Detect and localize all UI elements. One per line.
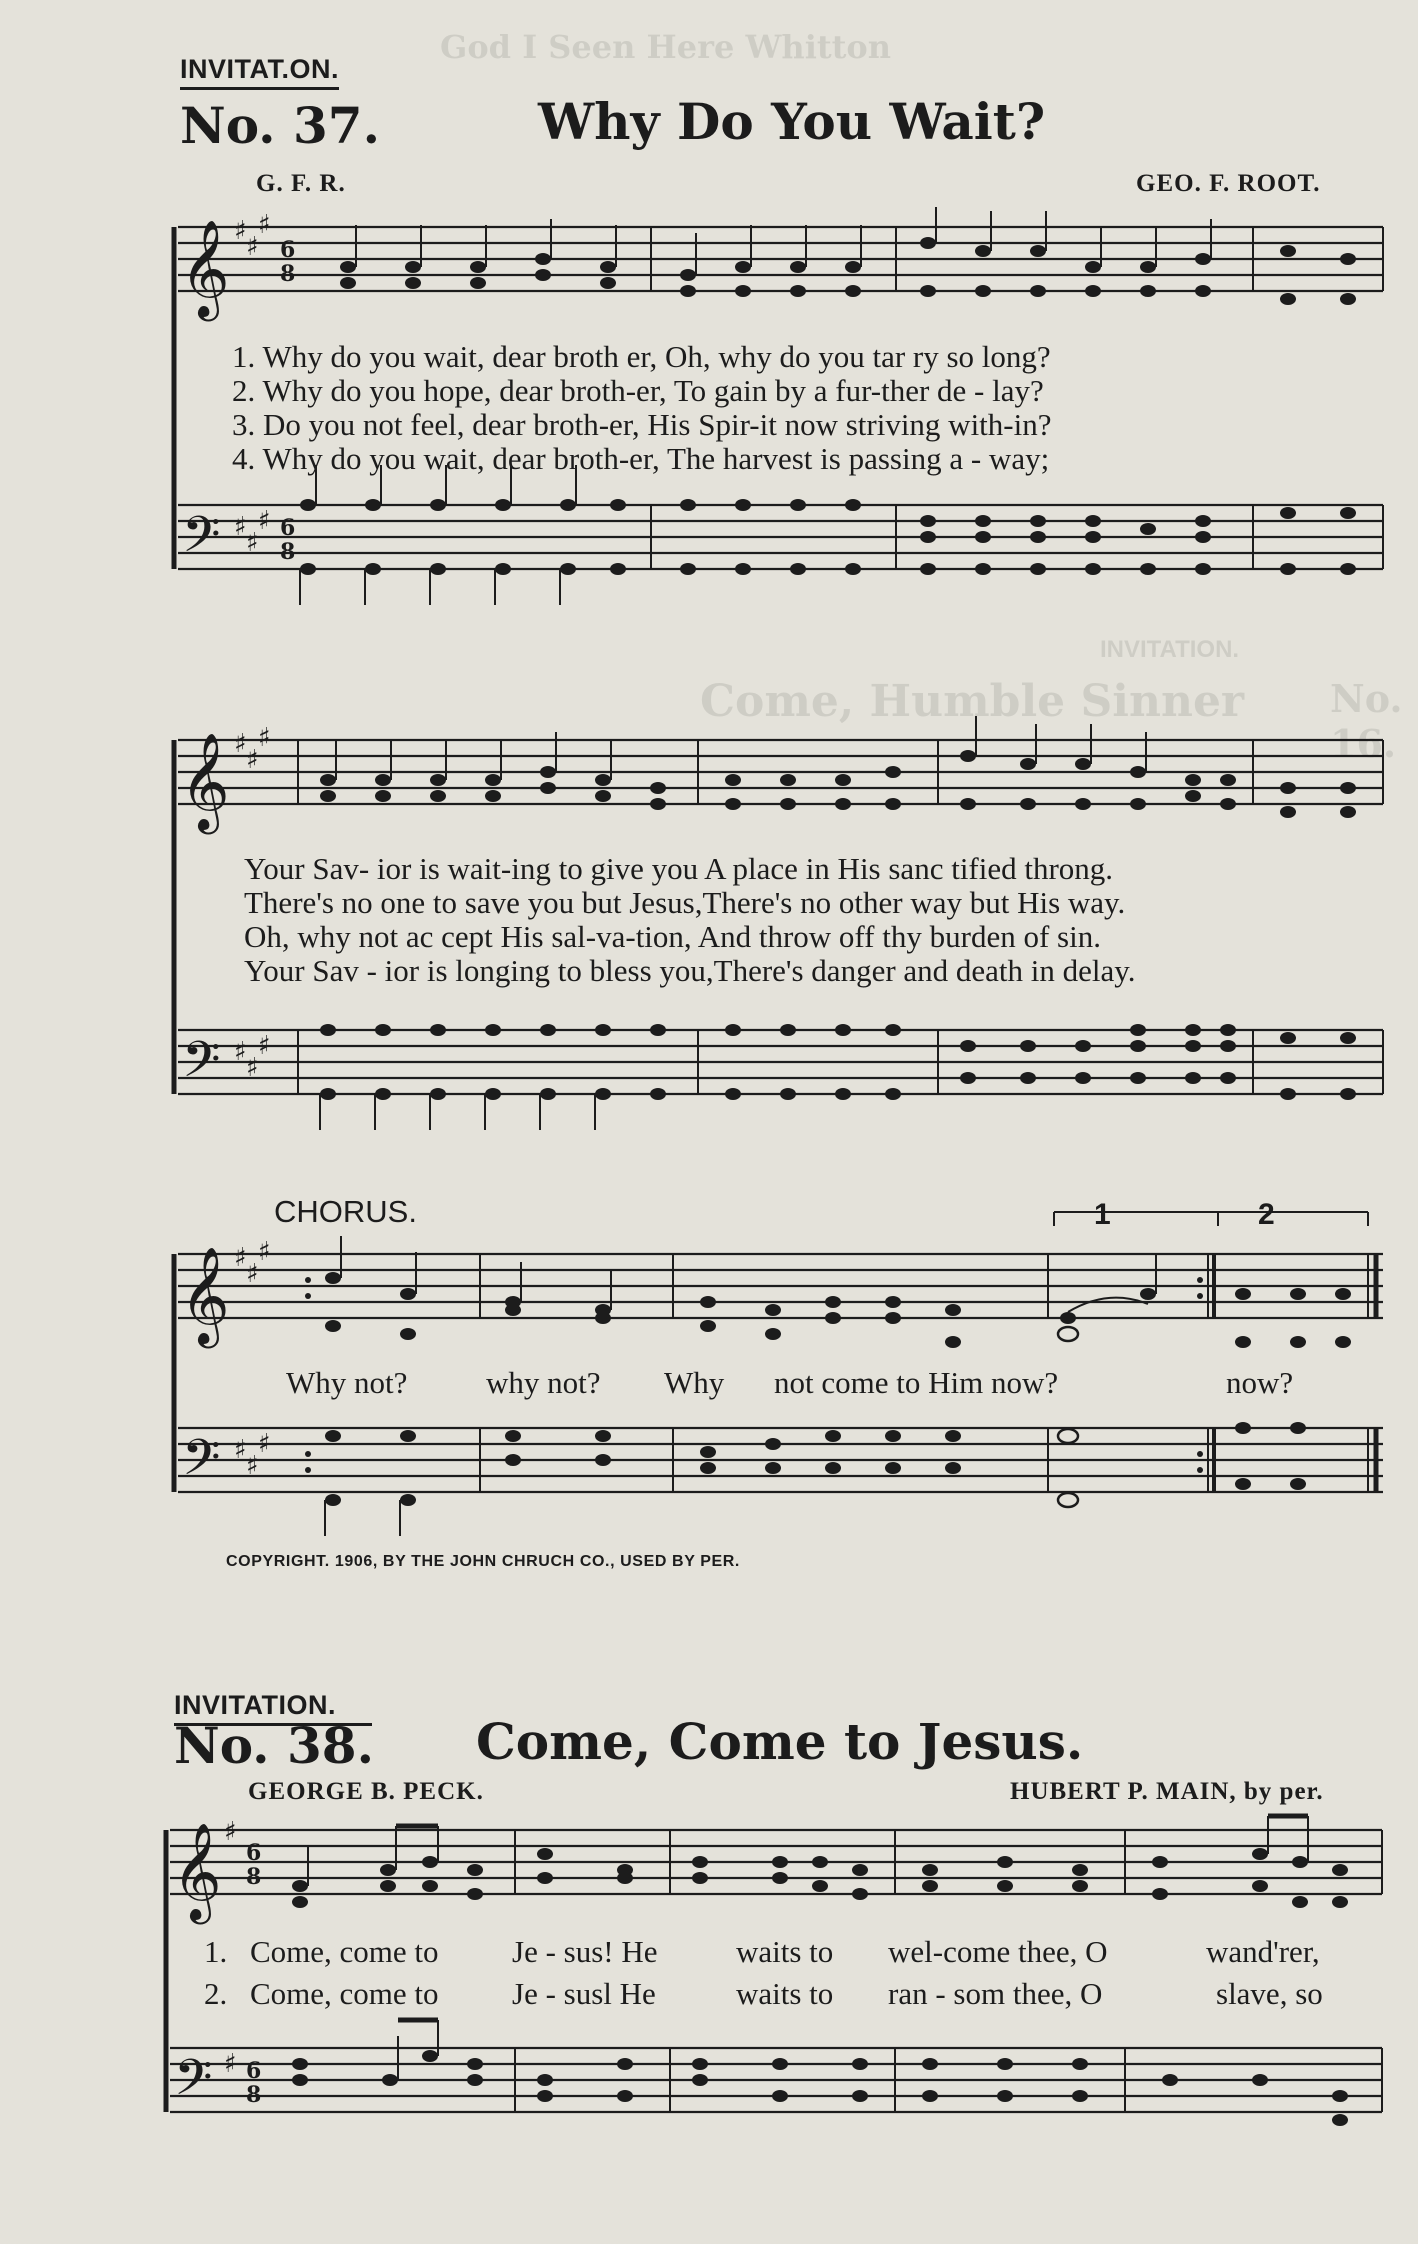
svg-text:𝄢: 𝄢 bbox=[182, 1031, 221, 1101]
chorus-lyric: Why bbox=[664, 1365, 725, 1400]
hymn37-category: INVITAT.ON. bbox=[180, 54, 339, 90]
svg-text:♯: ♯ bbox=[234, 512, 247, 542]
svg-text:8: 8 bbox=[246, 1864, 262, 1890]
hymn38-category: INVITATION. bbox=[174, 1690, 372, 1726]
hymn38-verse2-syllable: Je - susl He bbox=[512, 1976, 656, 2011]
svg-text:♯: ♯ bbox=[224, 1817, 237, 1847]
svg-text:♯: ♯ bbox=[234, 729, 247, 759]
svg-text:♯: ♯ bbox=[234, 1435, 247, 1465]
hymn37-verse-line: 1. Why do you wait, dear broth er, Oh, why do you tar ry so long? bbox=[232, 339, 1051, 374]
chorus-lyric: Why not? bbox=[286, 1365, 408, 1400]
second-ending-number: 2 bbox=[1258, 1198, 1275, 1231]
svg-text:8: 8 bbox=[246, 2082, 262, 2108]
svg-text:♯: ♯ bbox=[258, 1031, 271, 1061]
hymn38-composer: HUBERT P. MAIN, by per. bbox=[1010, 1778, 1324, 1805]
svg-text:6: 6 bbox=[280, 515, 296, 541]
chorus-lyric: not come to Him now? bbox=[774, 1365, 1059, 1400]
svg-text:6: 6 bbox=[246, 2058, 262, 2084]
chorus-label: CHORUS. bbox=[274, 1194, 417, 1229]
svg-text:𝄞: 𝄞 bbox=[180, 219, 230, 317]
svg-text:♯: ♯ bbox=[246, 1053, 259, 1083]
hymn38-verse2-syllable: Come, come to bbox=[250, 1976, 439, 2011]
hymn38-verse1-syllable: wand'rer, bbox=[1206, 1934, 1320, 1969]
svg-text:♯: ♯ bbox=[246, 1259, 259, 1289]
hymn38-lyricist: GEORGE B. PECK. bbox=[248, 1778, 484, 1805]
svg-text:♯: ♯ bbox=[258, 506, 271, 536]
bleed-number: No. 16. bbox=[1330, 676, 1403, 766]
svg-text:𝄢: 𝄢 bbox=[182, 1429, 221, 1499]
hymn37-refrain-line: Oh, why not ac cept His sal-va-tion, And throw off thy burden of sin. bbox=[244, 919, 1101, 954]
bleed-mid-heading: Come, Humble Sinner bbox=[700, 676, 1245, 727]
svg-text:𝄢: 𝄢 bbox=[174, 2049, 213, 2119]
svg-text:𝄞: 𝄞 bbox=[172, 1822, 222, 1920]
hymn38-verse1-syllable: Come, come to bbox=[250, 1934, 439, 1969]
svg-text:♯: ♯ bbox=[258, 1237, 271, 1267]
svg-text:♯: ♯ bbox=[246, 745, 259, 775]
hymn37-title: Why Do You Wait? bbox=[538, 92, 1046, 151]
hymn37-refrain-line: Your Sav- ior is wait-ing to give you A place in His sanc tified throng. bbox=[244, 851, 1114, 886]
hymn38-verse2-num: 2. bbox=[204, 1976, 228, 2011]
svg-text:♯: ♯ bbox=[246, 528, 259, 558]
svg-text:♯: ♯ bbox=[234, 216, 247, 246]
svg-text:♯: ♯ bbox=[234, 1037, 247, 1067]
hymn38-verse1-syllable: wel-come thee, O bbox=[888, 1934, 1108, 1969]
chorus-lyric: now? bbox=[1226, 1365, 1294, 1400]
svg-text:𝄢: 𝄢 bbox=[182, 506, 221, 576]
hymn38-title: Come, Come to Jesus. bbox=[476, 1712, 1084, 1771]
hymn38-number: No. 38. bbox=[174, 1716, 374, 1775]
svg-text:♯: ♯ bbox=[258, 1429, 271, 1459]
svg-text:6: 6 bbox=[246, 1840, 262, 1866]
hymn38-verse2-syllable: ran - som thee, O bbox=[888, 1976, 1103, 2011]
svg-text:8: 8 bbox=[280, 539, 296, 565]
hymn38-verse1-syllable: waits to bbox=[736, 1934, 834, 1969]
hymn37-refrain-line: There's no one to save you but Jesus,There's no other way but His way. bbox=[244, 885, 1126, 920]
hymn37-verse-line: 4. Why do you wait, dear broth-er, The harvest is passing a - way; bbox=[232, 441, 1050, 476]
svg-text:♯: ♯ bbox=[258, 723, 271, 753]
first-ending-number: 1 bbox=[1094, 1198, 1111, 1231]
svg-text:♯: ♯ bbox=[224, 2049, 237, 2079]
chorus-lyric: why not? bbox=[486, 1365, 601, 1400]
bleed-category: INVITATION. bbox=[1100, 636, 1240, 663]
hymn37-composer: GEO. F. ROOT. bbox=[1136, 170, 1321, 197]
svg-text:6: 6 bbox=[280, 237, 296, 263]
svg-text:♯: ♯ bbox=[246, 1451, 259, 1481]
svg-text:♯: ♯ bbox=[258, 210, 271, 240]
hymn37-number: No. 37. bbox=[180, 96, 380, 155]
copyright-notice: COPYRIGHT. 1906, BY THE JOHN CHRUCH CO., USED BY PER. bbox=[226, 1553, 740, 1570]
svg-text:8: 8 bbox=[280, 261, 296, 287]
svg-text:♯: ♯ bbox=[246, 232, 259, 262]
svg-text:𝄞: 𝄞 bbox=[180, 1246, 230, 1344]
hymn38-verse2-syllable: waits to bbox=[736, 1976, 834, 2011]
bleed-top-heading: God I Seen Here Whitton bbox=[440, 28, 892, 66]
hymn37-refrain-line: Your Sav - ior is longing to bless you,There's danger and death in delay. bbox=[244, 953, 1136, 988]
hymn38-verse2-syllable: slave, so bbox=[1216, 1976, 1323, 2011]
hymn38-verse1-syllable: Je - sus! He bbox=[512, 1934, 658, 1969]
hymn38-verse1-num: 1. bbox=[204, 1934, 228, 1969]
hymn37-lyricist: G. F. R. bbox=[256, 170, 346, 197]
hymn37-verse-line: 2. Why do you hope, dear broth-er, To gain by a fur-ther de - lay? bbox=[232, 373, 1044, 408]
svg-text:♯: ♯ bbox=[234, 1243, 247, 1273]
svg-text:𝄞: 𝄞 bbox=[180, 732, 230, 830]
hymn37-verse-line: 3. Do you not feel, dear broth-er, His Spir-it now striving with-in? bbox=[232, 407, 1052, 442]
